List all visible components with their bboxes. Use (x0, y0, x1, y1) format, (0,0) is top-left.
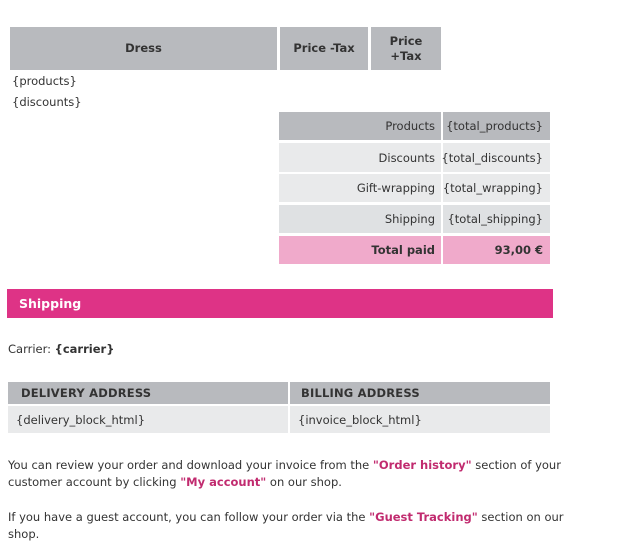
my-account-link[interactable]: "My account" (180, 475, 267, 489)
totals-wrapping-value: {total_wrapping} (443, 174, 550, 202)
header-price-tax-excl (280, 27, 368, 70)
header-price-tax-incl-line1: Price (389, 33, 423, 48)
delivery-address-header (8, 382, 288, 404)
billing-address-value (290, 406, 550, 433)
totals-products-value: {total_products} (443, 112, 550, 140)
totals-wrapping-label: Gift-wrapping (279, 174, 441, 202)
carrier-label: Carrier: (8, 342, 52, 356)
totals-paid-value: 93,00 € (443, 236, 550, 264)
totals-paid-label: Total paid (279, 236, 441, 264)
totals-products-label: Products (279, 112, 441, 140)
order-history-paragraph (8, 457, 568, 491)
p1-text-2: section of your customer account by clicking (8, 458, 561, 489)
header-price-tax-incl (371, 27, 441, 70)
order-history-link[interactable]: "Order history" (372, 458, 472, 472)
p1-text-3: on our shop. (266, 475, 342, 489)
delivery-address-value-text: {delivery_block_html} (16, 412, 146, 427)
products-placeholder: {products} (12, 74, 77, 88)
billing-address-header (290, 382, 550, 404)
carrier-line (8, 341, 114, 358)
header-price-tax-incl-line2: +Tax (390, 48, 422, 63)
carrier-value: {carrier} (54, 342, 115, 356)
header-price-tax-excl-label: Price -Tax (293, 41, 355, 55)
header-dress-label: Dress (125, 41, 162, 55)
guest-tracking-link[interactable]: "Guest Tracking" (369, 510, 478, 524)
discounts-placeholder: {discounts} (12, 95, 82, 109)
billing-address-value-text: {invoice_block_html} (298, 412, 422, 427)
shipping-banner (7, 289, 553, 318)
billing-address-header-label: BILLING ADDRESS (301, 386, 420, 400)
p2-text-1: If you have a guest account, you can follow your order via the (8, 510, 370, 524)
shipping-banner-title: Shipping (19, 296, 82, 311)
p2-text-2: section on our shop. (8, 510, 564, 541)
delivery-address-value (8, 406, 288, 433)
p1-text-1: You can review your order and download your invoice from the (8, 458, 373, 472)
totals-shipping-label: Shipping (279, 205, 441, 233)
totals-discounts-value: {total_discounts} (443, 143, 550, 172)
delivery-address-header-label: DELIVERY ADDRESS (21, 386, 152, 400)
totals-shipping-value: {total_shipping} (443, 205, 550, 233)
totals-discounts-label: Discounts (279, 143, 441, 172)
guest-tracking-paragraph (8, 509, 568, 543)
header-dress (10, 27, 277, 70)
